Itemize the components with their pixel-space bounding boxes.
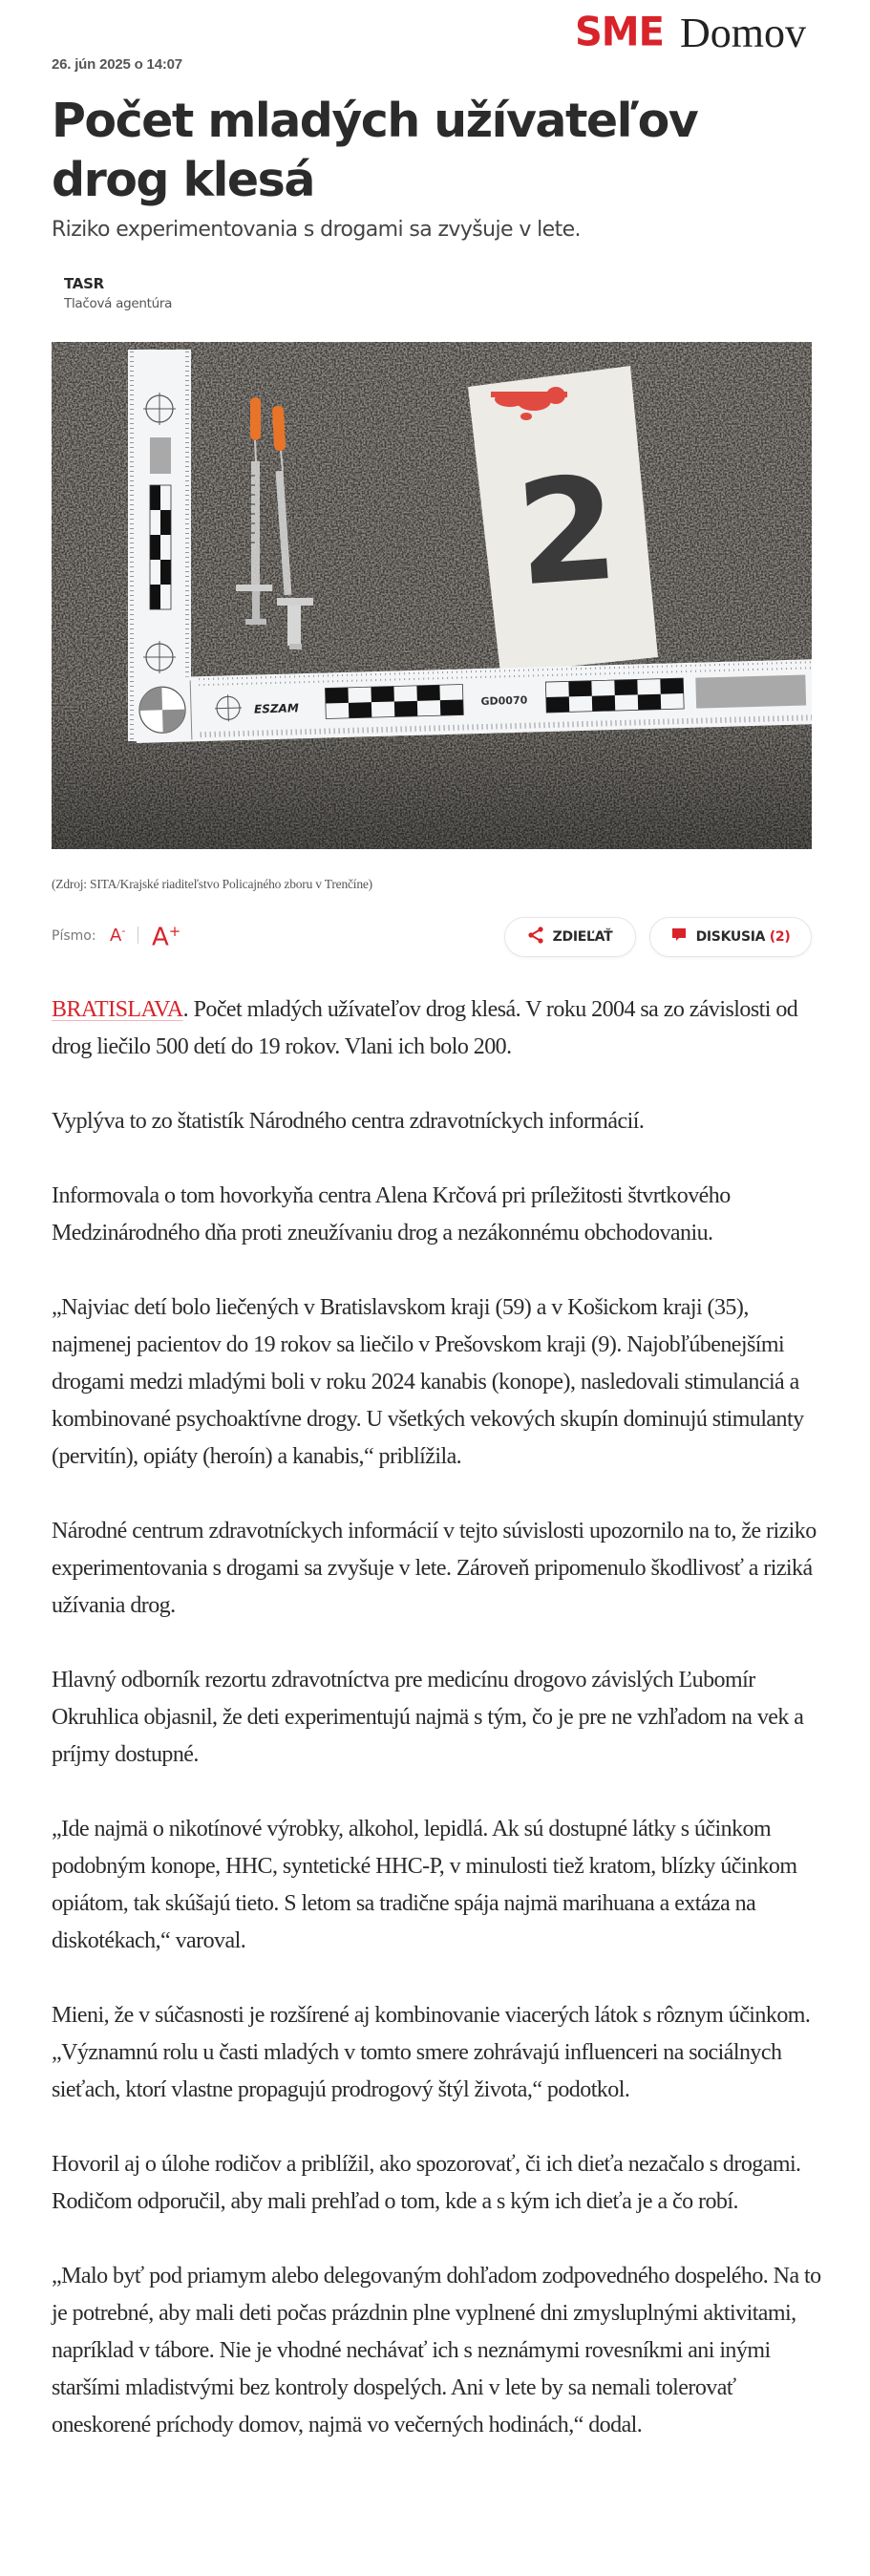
- brand-logo[interactable]: SME: [575, 9, 664, 56]
- share-label: ZDIEĽAŤ: [552, 929, 613, 945]
- font-increase-button[interactable]: [152, 917, 180, 952]
- evidence-number: 2: [511, 445, 624, 619]
- article-perex: Riziko experimentovania s drogami sa zvyšuje v lete.: [52, 218, 581, 242]
- paragraph: „Najviac detí bolo liečených v Bratislavskom kraji (59) a v Košickom kraji (35), najmenej pacientov do 19 rokov sa liečilo v Prešovskom kraji (9). Najobľúbenejšími drogami medzi mladými boli v roku 2024 kanabis (konope), nasledovali stimulanciá a kombinované psychoaktívne drogy. U všetkých vekových skupín dominujú stimulanty (pervitín), opiáty (heroín) a kanabis,“ priblížila.: [52, 1295, 804, 1469]
- paragraph: [52, 991, 830, 1066]
- font-size-label: Písmo:: [52, 928, 96, 944]
- comment-icon: [671, 927, 687, 947]
- dateline-link[interactable]: BRATISLAVA: [52, 997, 183, 1022]
- share-button[interactable]: [504, 917, 636, 957]
- paragraph: Mieni, že v súčasnosti je rozšírené aj kombinovanie viacerých látok s rôznym účinkom. „Významnú rolu u časti mladých v tomto smere zohrávajú influenceri na sociálnych sieťach, ktorí vlastne propagujú prodrogový štýl života,“ podotkol.: [52, 2003, 811, 2102]
- article-title: Počet mladých užívateľov drog klesá: [52, 94, 698, 207]
- svg-text:ESZAM: ESZAM: [253, 701, 299, 716]
- ruler-code: GD0070: [480, 693, 528, 708]
- author-name[interactable]: TASR: [64, 275, 104, 292]
- paragraph: „Malo byť pod priamym alebo delegovaným dohľadom zodpovedného dospelého. Na to je potrebné, aby mali deti počas prázdnin plne vyplnené dni zmysluplnými aktivitami, napríklad v tábore. Nie je vhodné nechávať ich s neznámymi rovesníkmi ani inými staršími mladistvými bez kontroly dospelých. Ani v lete by sa nemali tolerovať oneskorené príchody domov, najmä vo večerných hodinách,“ dodal.: [52, 2264, 821, 2438]
- discussion-label: DISKUSIA: [695, 929, 766, 945]
- photo-illustration: [52, 342, 812, 849]
- paragraph: Národné centrum zdravotníckych informácií v tejto súvislosti upozornilo na to, že riziko experimentovania s drogami sa zvyšuje v lete. Zároveň pripomenulo škodlivosť a riziká užívania drog.: [52, 1519, 817, 1618]
- font-decrease-button[interactable]: [110, 925, 125, 946]
- paragraph: Informovala o tom hovorkyňa centra Alena Krčová pri príležitosti štvrtkového Medzinárodného dňa proti zneužívaniu drog a nezákonnému obchodovaniu.: [52, 1183, 731, 1245]
- share-icon: [528, 926, 543, 947]
- article-body: [52, 991, 830, 2481]
- article-photo[interactable]: [52, 342, 812, 849]
- paragraph: Vyplýva to zo štatistík Národného centra zdravotníckych informácií.: [52, 1109, 645, 1134]
- minus-icon: -: [121, 925, 126, 937]
- discussion-button[interactable]: [649, 917, 812, 957]
- author-role: Tlačová agentúra: [64, 296, 173, 311]
- paragraph: Hovoril aj o úlohe rodičov a priblížil, ako spozorovať, či ich dieťa nezačalo s drogami. Rodičom odporučil, aby mali prehľad o tom, kde a s kým ich dieťa je a čo robí.: [52, 2152, 801, 2214]
- publish-date: 26. jún 2025 o 14:07: [52, 56, 182, 73]
- discussion-count: (2): [769, 929, 791, 945]
- paragraph-text: . Počet mladých užívateľov drog klesá. V roku 2004 sa zo závislosti od drog liečilo 500 detí do 19 rokov. Vlani ich bolo 200.: [52, 997, 798, 1059]
- paragraph: „Ide najmä o nikotínové výrobky, alkohol, lepidlá. Ak sú dostupné látky s účinkom podobným konope, HHC, syntetické HHC-P, v minulosti tiež kratom, blízky účinkom opiátom, tak skúšajú tieto. S letom sa tradične spája najmä marihuana a extáza na diskotékach,“ varoval.: [52, 1817, 797, 1953]
- font-decrease-letter: A: [110, 926, 122, 946]
- font-increase-letter: A: [152, 923, 169, 952]
- plus-icon: +: [168, 923, 181, 940]
- evidence-card: [468, 366, 658, 673]
- section-name[interactable]: Domov: [680, 10, 806, 56]
- paragraph: Hlavný odborník rezortu zdravotníctva pre medicínu drogovo závislých Ľubomír Okruhlica objasnil, že deti experimentujú najmä s tým, čo je pre ne vzhľadom na vek a príjmy dostupné.: [52, 1668, 804, 1767]
- photo-caption: (Zdroj: SITA/Krajské riaditeľstvo Policajného zboru v Trenčíne): [52, 877, 372, 891]
